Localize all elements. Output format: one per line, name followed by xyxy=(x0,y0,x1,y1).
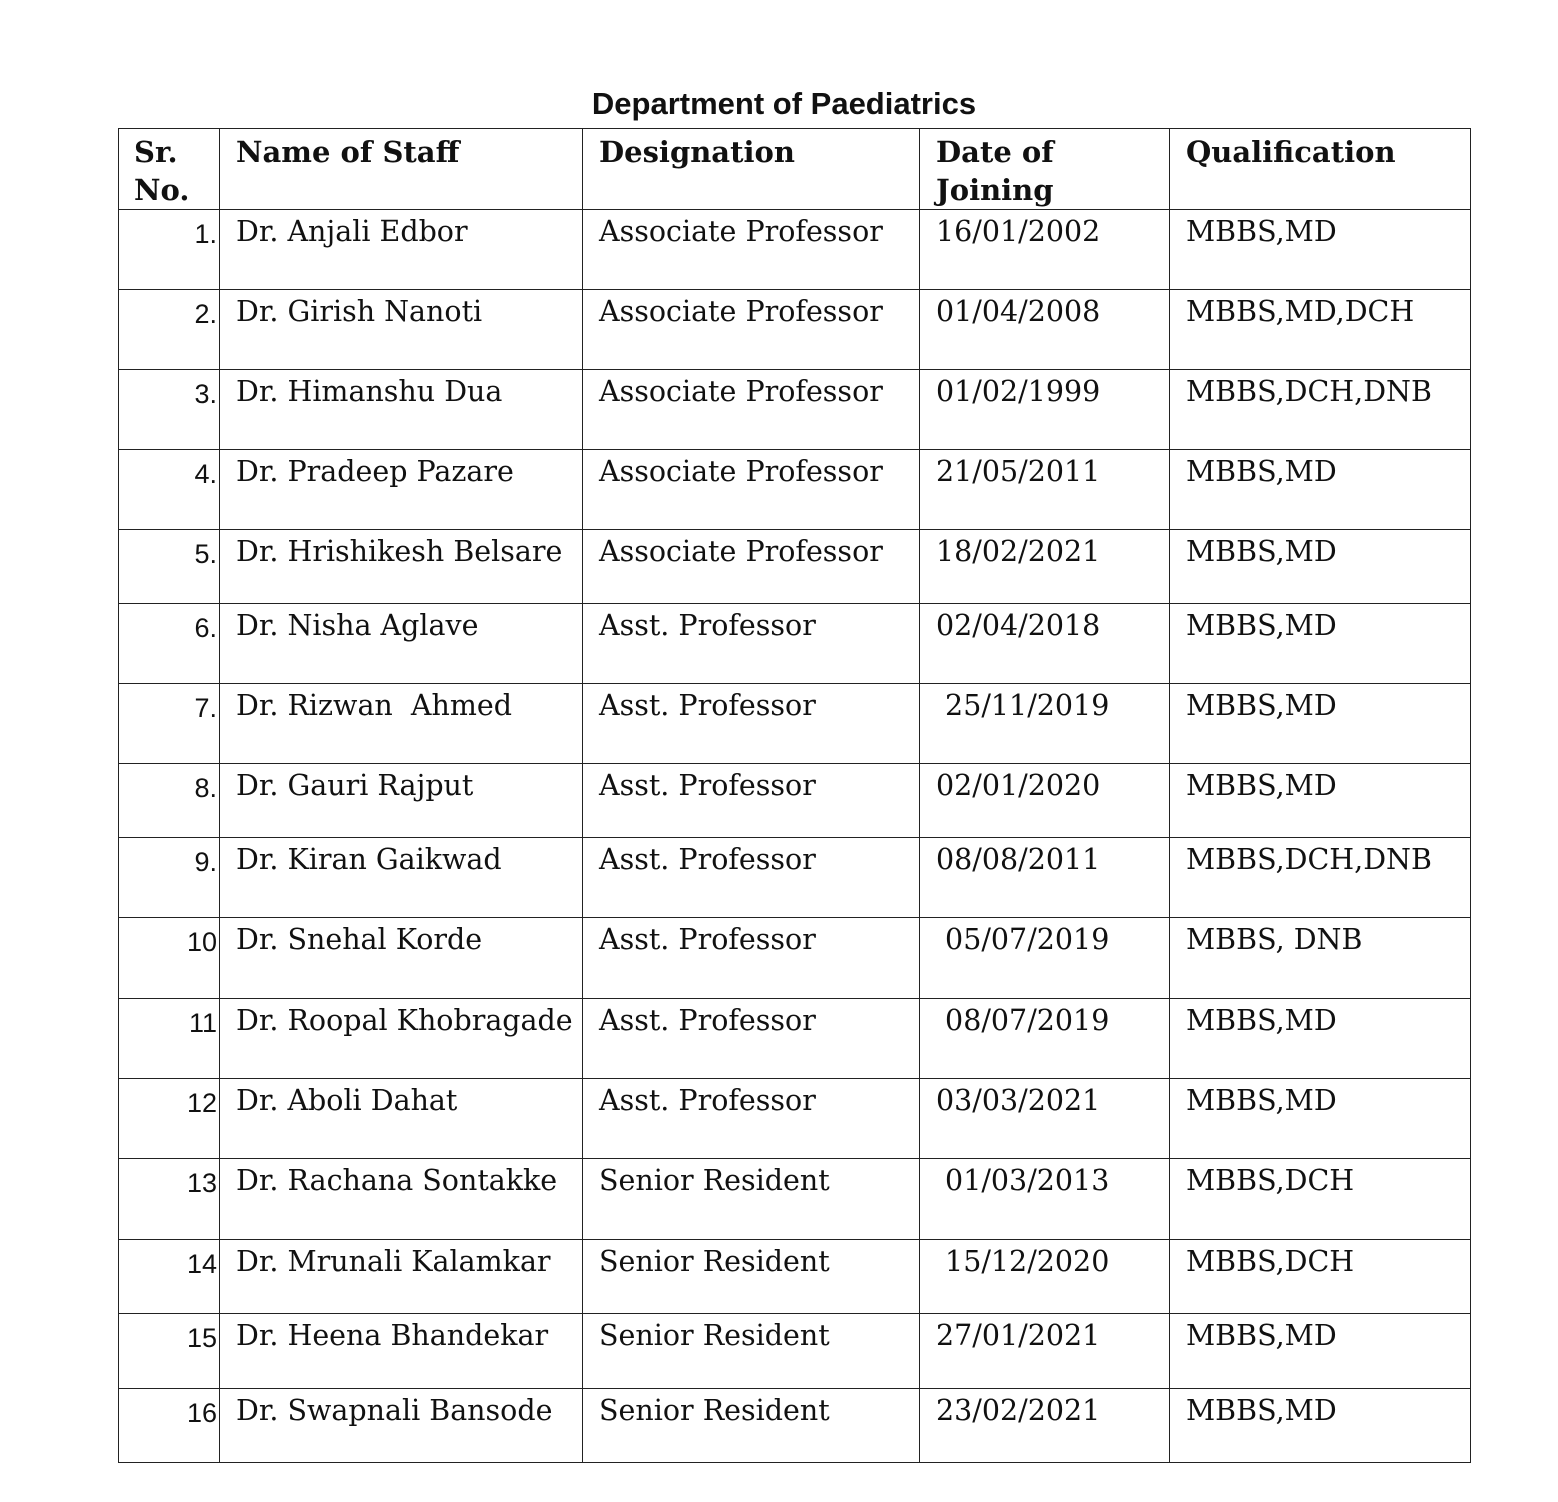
cell-date-of-joining: 02/04/2018 xyxy=(920,604,1170,684)
cell-sr-no: 2. xyxy=(119,290,220,370)
cell-staff-name: Dr. Himanshu Dua xyxy=(220,370,583,450)
cell-qualification: MBBS, DNB xyxy=(1170,918,1471,999)
cell-sr-no: 14 xyxy=(119,1240,220,1314)
table-header xyxy=(119,129,1471,210)
header-name-of-staff: Name of Staff xyxy=(220,129,583,210)
table-row xyxy=(119,1314,1471,1389)
table-row xyxy=(119,210,1471,290)
cell-staff-name: Dr. Pradeep Pazare xyxy=(220,450,583,530)
cell-qualification: MBBS,MD xyxy=(1170,764,1471,838)
cell-designation: Asst. Professor xyxy=(583,764,920,838)
cell-sr-no: 13 xyxy=(119,1159,220,1240)
cell-sr-no: 10 xyxy=(119,918,220,999)
cell-qualification: MBBS,MD,DCH xyxy=(1170,290,1471,370)
header-row xyxy=(119,129,1471,210)
cell-qualification: MBBS,MD xyxy=(1170,999,1471,1079)
table-row xyxy=(119,450,1471,530)
cell-designation: Asst. Professor xyxy=(583,918,920,999)
cell-staff-name: Dr. Snehal Korde xyxy=(220,918,583,999)
cell-designation: Asst. Professor xyxy=(583,999,920,1079)
cell-qualification: MBBS,MD xyxy=(1170,1079,1471,1159)
cell-designation: Asst. Professor xyxy=(583,838,920,918)
header-date-of-joining: Date of Joining xyxy=(920,129,1170,210)
table-row xyxy=(119,530,1471,604)
cell-date-of-joining: 02/01/2020 xyxy=(920,764,1170,838)
table-row xyxy=(119,918,1471,999)
cell-staff-name: Dr. Roopal Khobragade xyxy=(220,999,583,1079)
table-row xyxy=(119,1389,1471,1463)
cell-staff-name: Dr. Girish Nanoti xyxy=(220,290,583,370)
cell-date-of-joining: 21/05/2011 xyxy=(920,450,1170,530)
cell-date-of-joining: 05/07/2019 xyxy=(920,918,1170,999)
cell-designation: Asst. Professor xyxy=(583,684,920,764)
cell-staff-name: Dr. Swapnali Bansode xyxy=(220,1389,583,1463)
cell-qualification: MBBS,MD xyxy=(1170,450,1471,530)
cell-sr-no: 3. xyxy=(119,370,220,450)
cell-qualification: MBBS,MD xyxy=(1170,530,1471,604)
cell-date-of-joining: 16/01/2002 xyxy=(920,210,1170,290)
cell-sr-no: 8. xyxy=(119,764,220,838)
cell-qualification: MBBS,DCH,DNB xyxy=(1170,838,1471,918)
header-sr-no: Sr. No. xyxy=(119,129,220,210)
table-row xyxy=(119,1079,1471,1159)
cell-sr-no: 9. xyxy=(119,838,220,918)
table-row xyxy=(119,1240,1471,1314)
cell-staff-name: Dr. Kiran Gaikwad xyxy=(220,838,583,918)
cell-designation: Senior Resident xyxy=(583,1159,920,1240)
cell-date-of-joining: 15/12/2020 xyxy=(920,1240,1170,1314)
cell-staff-name: Dr. Gauri Rajput xyxy=(220,764,583,838)
header-qualification: Qualification xyxy=(1170,129,1471,210)
table-body xyxy=(119,210,1471,1463)
cell-designation: Associate Professor xyxy=(583,210,920,290)
cell-qualification: MBBS,MD xyxy=(1170,604,1471,684)
cell-date-of-joining: 01/02/1999 xyxy=(920,370,1170,450)
cell-staff-name: Dr. Nisha Aglave xyxy=(220,604,583,684)
cell-sr-no: 5. xyxy=(119,530,220,604)
cell-staff-name: Dr. Rachana Sontakke xyxy=(220,1159,583,1240)
cell-qualification: MBBS,MD xyxy=(1170,1314,1471,1389)
cell-date-of-joining: 08/07/2019 xyxy=(920,999,1170,1079)
cell-sr-no: 12 xyxy=(119,1079,220,1159)
cell-designation: Senior Resident xyxy=(583,1389,920,1463)
cell-designation: Asst. Professor xyxy=(583,1079,920,1159)
cell-date-of-joining: 25/11/2019 xyxy=(920,684,1170,764)
table-row xyxy=(119,838,1471,918)
cell-sr-no: 1. xyxy=(119,210,220,290)
table-row xyxy=(119,290,1471,370)
cell-date-of-joining: 01/04/2008 xyxy=(920,290,1170,370)
page-title: Department of Paediatrics xyxy=(591,86,977,121)
cell-designation: Senior Resident xyxy=(583,1240,920,1314)
cell-designation: Associate Professor xyxy=(583,530,920,604)
table-row xyxy=(119,764,1471,838)
header-designation: Designation xyxy=(583,129,920,210)
cell-staff-name: Dr. Rizwan Ahmed xyxy=(220,684,583,764)
cell-qualification: MBBS,DCH,DNB xyxy=(1170,370,1471,450)
cell-designation: Senior Resident xyxy=(583,1314,920,1389)
cell-staff-name: Dr. Anjali Edbor xyxy=(220,210,583,290)
cell-staff-name: Dr. Mrunali Kalamkar xyxy=(220,1240,583,1314)
cell-sr-no: 7. xyxy=(119,684,220,764)
cell-designation: Associate Professor xyxy=(583,450,920,530)
table-row xyxy=(119,370,1471,450)
cell-qualification: MBBS,MD xyxy=(1170,1389,1471,1463)
cell-date-of-joining: 23/02/2021 xyxy=(920,1389,1170,1463)
table-row xyxy=(119,684,1471,764)
cell-qualification: MBBS,DCH xyxy=(1170,1159,1471,1240)
cell-staff-name: Dr. Aboli Dahat xyxy=(220,1079,583,1159)
staff-table xyxy=(118,128,1471,1463)
cell-date-of-joining: 27/01/2021 xyxy=(920,1314,1170,1389)
cell-date-of-joining: 01/03/2013 xyxy=(920,1159,1170,1240)
cell-qualification: MBBS,MD xyxy=(1170,684,1471,764)
table-row xyxy=(119,604,1471,684)
cell-sr-no: 15 xyxy=(119,1314,220,1389)
cell-designation: Associate Professor xyxy=(583,290,920,370)
cell-sr-no: 4. xyxy=(119,450,220,530)
cell-qualification: MBBS,MD xyxy=(1170,210,1471,290)
table-row xyxy=(119,999,1471,1079)
cell-sr-no: 16 xyxy=(119,1389,220,1463)
cell-staff-name: Dr. Heena Bhandekar xyxy=(220,1314,583,1389)
cell-designation: Associate Professor xyxy=(583,370,920,450)
cell-sr-no: 6. xyxy=(119,604,220,684)
cell-sr-no: 11 xyxy=(119,999,220,1079)
table-row xyxy=(119,1159,1471,1240)
cell-staff-name: Dr. Hrishikesh Belsare xyxy=(220,530,583,604)
cell-date-of-joining: 18/02/2021 xyxy=(920,530,1170,604)
cell-qualification: MBBS,DCH xyxy=(1170,1240,1471,1314)
cell-designation: Asst. Professor xyxy=(583,604,920,684)
cell-date-of-joining: 03/03/2021 xyxy=(920,1079,1170,1159)
cell-date-of-joining: 08/08/2011 xyxy=(920,838,1170,918)
